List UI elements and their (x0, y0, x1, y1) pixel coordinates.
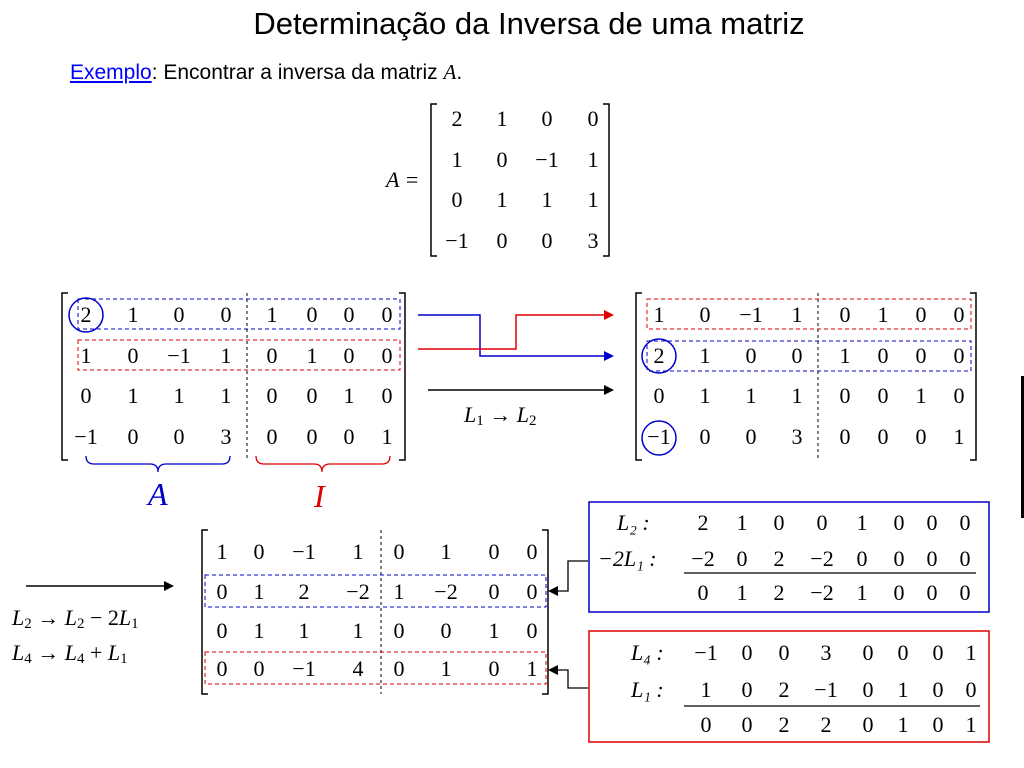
calc-blue-cell: 0 (816, 510, 828, 535)
calc-blue-cell: 1 (856, 510, 868, 535)
aug2-cell: 0 (877, 424, 889, 449)
aug2-cell: 0 (839, 302, 851, 327)
aug3-cell: 0 (526, 618, 538, 643)
matrix-a-cell: 0 (587, 106, 599, 131)
aug2-cell: 0 (877, 343, 889, 368)
aug1-cell: 1 (173, 383, 185, 408)
aug1-cell: 1 (343, 383, 355, 408)
matrix-a-cell: 0 (451, 187, 463, 212)
aug2-cell: −1 (647, 424, 671, 449)
calc-blue-label: −2L₁ : (598, 546, 657, 571)
aug1-cell: −1 (74, 424, 98, 449)
aug3-cell: 1 (526, 656, 538, 681)
aug1-cell: 1 (220, 383, 232, 408)
aug3-cell: 0 (216, 579, 228, 604)
blue-swap-arrowhead (604, 351, 614, 361)
calc-red-cell: 1 (965, 712, 977, 737)
calc-blue-cell: 0 (959, 580, 971, 605)
calc-red-cell: 0 (778, 640, 790, 665)
aug1-cell: 0 (127, 424, 139, 449)
calc-blue-cell: 2 (773, 580, 785, 605)
aug2-cell: 1 (877, 302, 889, 327)
calc-red-cell: 0 (932, 677, 944, 702)
calc-blue-cell: 1 (736, 580, 748, 605)
aug2-cell: 1 (699, 383, 711, 408)
matrix-a-cell: 0 (496, 147, 508, 172)
aug2-cell: 0 (699, 424, 711, 449)
aug1-cell: 0 (173, 424, 185, 449)
aug2-cell: 0 (745, 424, 757, 449)
aug3-cell: −2 (434, 579, 458, 604)
aug2-cell: 0 (953, 302, 965, 327)
aug3-cell: 1 (440, 539, 452, 564)
aug3-cell: 1 (488, 618, 500, 643)
calc-red-cell: 0 (932, 712, 944, 737)
calc-blue-cell: 0 (959, 546, 971, 571)
subtitle-text: : Encontrar a inversa da matriz (151, 61, 444, 84)
matrix-a-cell: −1 (535, 147, 559, 172)
calc-blue-cell: 2 (697, 510, 709, 535)
matrix-a-cell: 2 (451, 106, 463, 131)
calc-red-cell: 1 (965, 640, 977, 665)
aug3-cell: 1 (253, 579, 265, 604)
aug3-cell: 4 (352, 656, 364, 681)
aug1-cell: 0 (306, 383, 318, 408)
calc-blue-cell: 0 (926, 580, 938, 605)
subtitle-var: A (443, 60, 457, 84)
calc-blue-cell: −2 (691, 546, 715, 571)
calc-blue-cell: 0 (697, 580, 709, 605)
aug1-cell: 0 (127, 343, 139, 368)
calc-blue-cell: 1 (736, 510, 748, 535)
calc-red-cell: 0 (897, 640, 909, 665)
calc-red-cell: −1 (694, 640, 718, 665)
calc-blue-cell: 0 (926, 546, 938, 571)
calc-red-cell: 0 (862, 677, 874, 702)
aug2-cell: 1 (745, 383, 757, 408)
calc-red-cell: 0 (700, 712, 712, 737)
calc-red-cell: 0 (862, 712, 874, 737)
calc-red-cell: 0 (932, 640, 944, 665)
calc-blue-cell: 2 (773, 546, 785, 571)
aug1-cell: 0 (80, 383, 92, 408)
red-swap-arrowhead (604, 310, 614, 320)
matrix-a-cell: 3 (587, 228, 599, 253)
aug2-cell: 0 (915, 424, 927, 449)
calc-blue-cell: 0 (736, 546, 748, 571)
aug3-cell: 0 (393, 539, 405, 564)
calc-blue-cell: 0 (959, 510, 971, 535)
aug3-cell: 0 (216, 618, 228, 643)
calc-red-cell: 3 (820, 640, 832, 665)
brace-i (256, 456, 390, 472)
calc-blue-cell: −2 (810, 546, 834, 571)
matrix-a-cell: 0 (541, 228, 553, 253)
page-title: Determinação da Inversa de uma matriz (253, 6, 805, 41)
calc-blue-cell: 0 (893, 546, 905, 571)
calc-red-cell: 2 (778, 712, 790, 737)
calc-red-cell: 2 (778, 677, 790, 702)
aug3-cell: 1 (352, 618, 364, 643)
calc-red-cell: −1 (814, 677, 838, 702)
aug2-cell: 0 (915, 302, 927, 327)
aug3-cell: 1 (393, 579, 405, 604)
aug1-cell: 1 (306, 343, 318, 368)
matrix-a-cell: 1 (541, 187, 553, 212)
aug3-cell: 0 (216, 656, 228, 681)
op-line-2: $L_4 \to L_4 + L_1$ (12, 640, 128, 667)
aug2-cell: 1 (953, 424, 965, 449)
swap-operation: $L_1 \to L_2$ (464, 402, 537, 429)
calc-red-cell: 0 (741, 640, 753, 665)
blue-swap-line (418, 315, 612, 356)
calc-red-cell: 0 (965, 677, 977, 702)
aug1-cell: 0 (381, 343, 393, 368)
aug2-cell: 0 (953, 383, 965, 408)
aug3-cell: −2 (346, 579, 370, 604)
calc-blue-label: L₂ : (617, 510, 650, 535)
aug2-cell: 1 (791, 302, 803, 327)
matrix-a-cell: 1 (587, 147, 599, 172)
aug3-cell: 0 (253, 539, 265, 564)
aug1-cell: 1 (127, 383, 139, 408)
calc-red-cell: 1 (897, 712, 909, 737)
aug3-cell: 1 (440, 656, 452, 681)
matrix-a-label: A = (386, 167, 420, 192)
aug1-cell: 0 (306, 424, 318, 449)
aug1-cell: 1 (381, 424, 393, 449)
aug1-cell: 0 (220, 302, 232, 327)
calc-blue-cell: 0 (926, 510, 938, 535)
aug2-cell: 1 (839, 343, 851, 368)
calc-red-cell: 0 (741, 712, 753, 737)
aug1-cell: 0 (266, 424, 278, 449)
aug2-cell: 0 (839, 424, 851, 449)
aug2-cell: 2 (653, 343, 665, 368)
calc-red-label: L₁ : (631, 677, 664, 702)
aug2-cell: 1 (699, 343, 711, 368)
aug3-cell: 1 (352, 539, 364, 564)
aug3-cell: 0 (253, 656, 265, 681)
red-swap-line (418, 315, 612, 349)
aug1-cell: 0 (343, 302, 355, 327)
aug3-cell: 0 (526, 579, 538, 604)
aug1-cell: 0 (381, 302, 393, 327)
aug1-cell: 0 (266, 343, 278, 368)
calc-blue-cell: 0 (773, 510, 785, 535)
aug1-cell: 2 (80, 302, 92, 327)
op-line-1: $L_2 \to L_2 - 2L_1$ (12, 605, 139, 632)
brace-label-a: A (148, 476, 168, 512)
aug2-cell: 0 (791, 343, 803, 368)
calc-red-cell: 1 (700, 677, 712, 702)
calc-red-cell: 0 (862, 640, 874, 665)
aug2-cell: 0 (953, 343, 965, 368)
aug1-cell: 0 (173, 302, 185, 327)
aug1-cell: 1 (266, 302, 278, 327)
aug3-cell: 2 (298, 579, 310, 604)
calc-blue-cell: 1 (856, 580, 868, 605)
blue-connector (556, 561, 588, 591)
aug3-cell: 0 (488, 539, 500, 564)
aug2-cell: 1 (915, 383, 927, 408)
aug2-cell: 0 (745, 343, 757, 368)
matrix-a-cell: 0 (496, 228, 508, 253)
calc-red-cell: 1 (897, 677, 909, 702)
subtitle-end: . (456, 61, 463, 84)
aug3-cell: −1 (292, 539, 316, 564)
matrix-a-cell: 1 (451, 147, 463, 172)
aug3-cell: 1 (253, 618, 265, 643)
op-arrowhead (604, 385, 614, 395)
aug3-cell: 0 (488, 579, 500, 604)
aug3-cell: 1 (298, 618, 310, 643)
aug1-cell: 1 (80, 343, 92, 368)
aug2-cell: 0 (877, 383, 889, 408)
calc-blue-cell: 0 (893, 510, 905, 535)
brace-a (86, 456, 230, 472)
brace-label-i: I (314, 478, 325, 514)
matrix-a-cell: 0 (541, 106, 553, 131)
aug3-cell: 0 (440, 618, 452, 643)
aug3-cell: 0 (393, 618, 405, 643)
matrix-a-cell: 1 (496, 106, 508, 131)
aug1-cell: 0 (381, 383, 393, 408)
aug1-cell: 1 (220, 343, 232, 368)
aug1-cell: −1 (167, 343, 191, 368)
calc-red-cell: 2 (820, 712, 832, 737)
aug2-cell: 1 (653, 302, 665, 327)
matrix-a-cell: −1 (445, 228, 469, 253)
aug2-cell: 0 (839, 383, 851, 408)
matrix-a-cell: 1 (587, 187, 599, 212)
aug3-cell: 0 (488, 656, 500, 681)
aug1-cell: 0 (343, 424, 355, 449)
calc-blue-cell: 0 (893, 580, 905, 605)
example-link[interactable]: Exemplo (70, 61, 152, 84)
red-connector (556, 670, 588, 688)
calc-red-label: L₄ : (631, 640, 664, 665)
aug1-cell: 0 (343, 343, 355, 368)
aug1-cell: 0 (306, 302, 318, 327)
aug2-cell: 0 (653, 383, 665, 408)
left-op-arrowhead (164, 581, 174, 591)
aug2-cell: 3 (791, 424, 803, 449)
aug3-cell: 0 (526, 539, 538, 564)
aug1-cell: 3 (220, 424, 232, 449)
aug2-cell: 0 (699, 302, 711, 327)
aug3-cell: −1 (292, 656, 316, 681)
calc-blue-cell: 0 (856, 546, 868, 571)
matrix-a-cell: 1 (496, 187, 508, 212)
calc-blue-cell: −2 (810, 580, 834, 605)
calc-red-cell: 0 (741, 677, 753, 702)
aug3-cell: 0 (393, 656, 405, 681)
aug2-cell: −1 (739, 302, 763, 327)
aug2-cell: 0 (915, 343, 927, 368)
aug1-cell: 0 (266, 383, 278, 408)
aug1-cell: 1 (127, 302, 139, 327)
aug2-cell: 1 (791, 383, 803, 408)
aug3-cell: 1 (216, 539, 228, 564)
